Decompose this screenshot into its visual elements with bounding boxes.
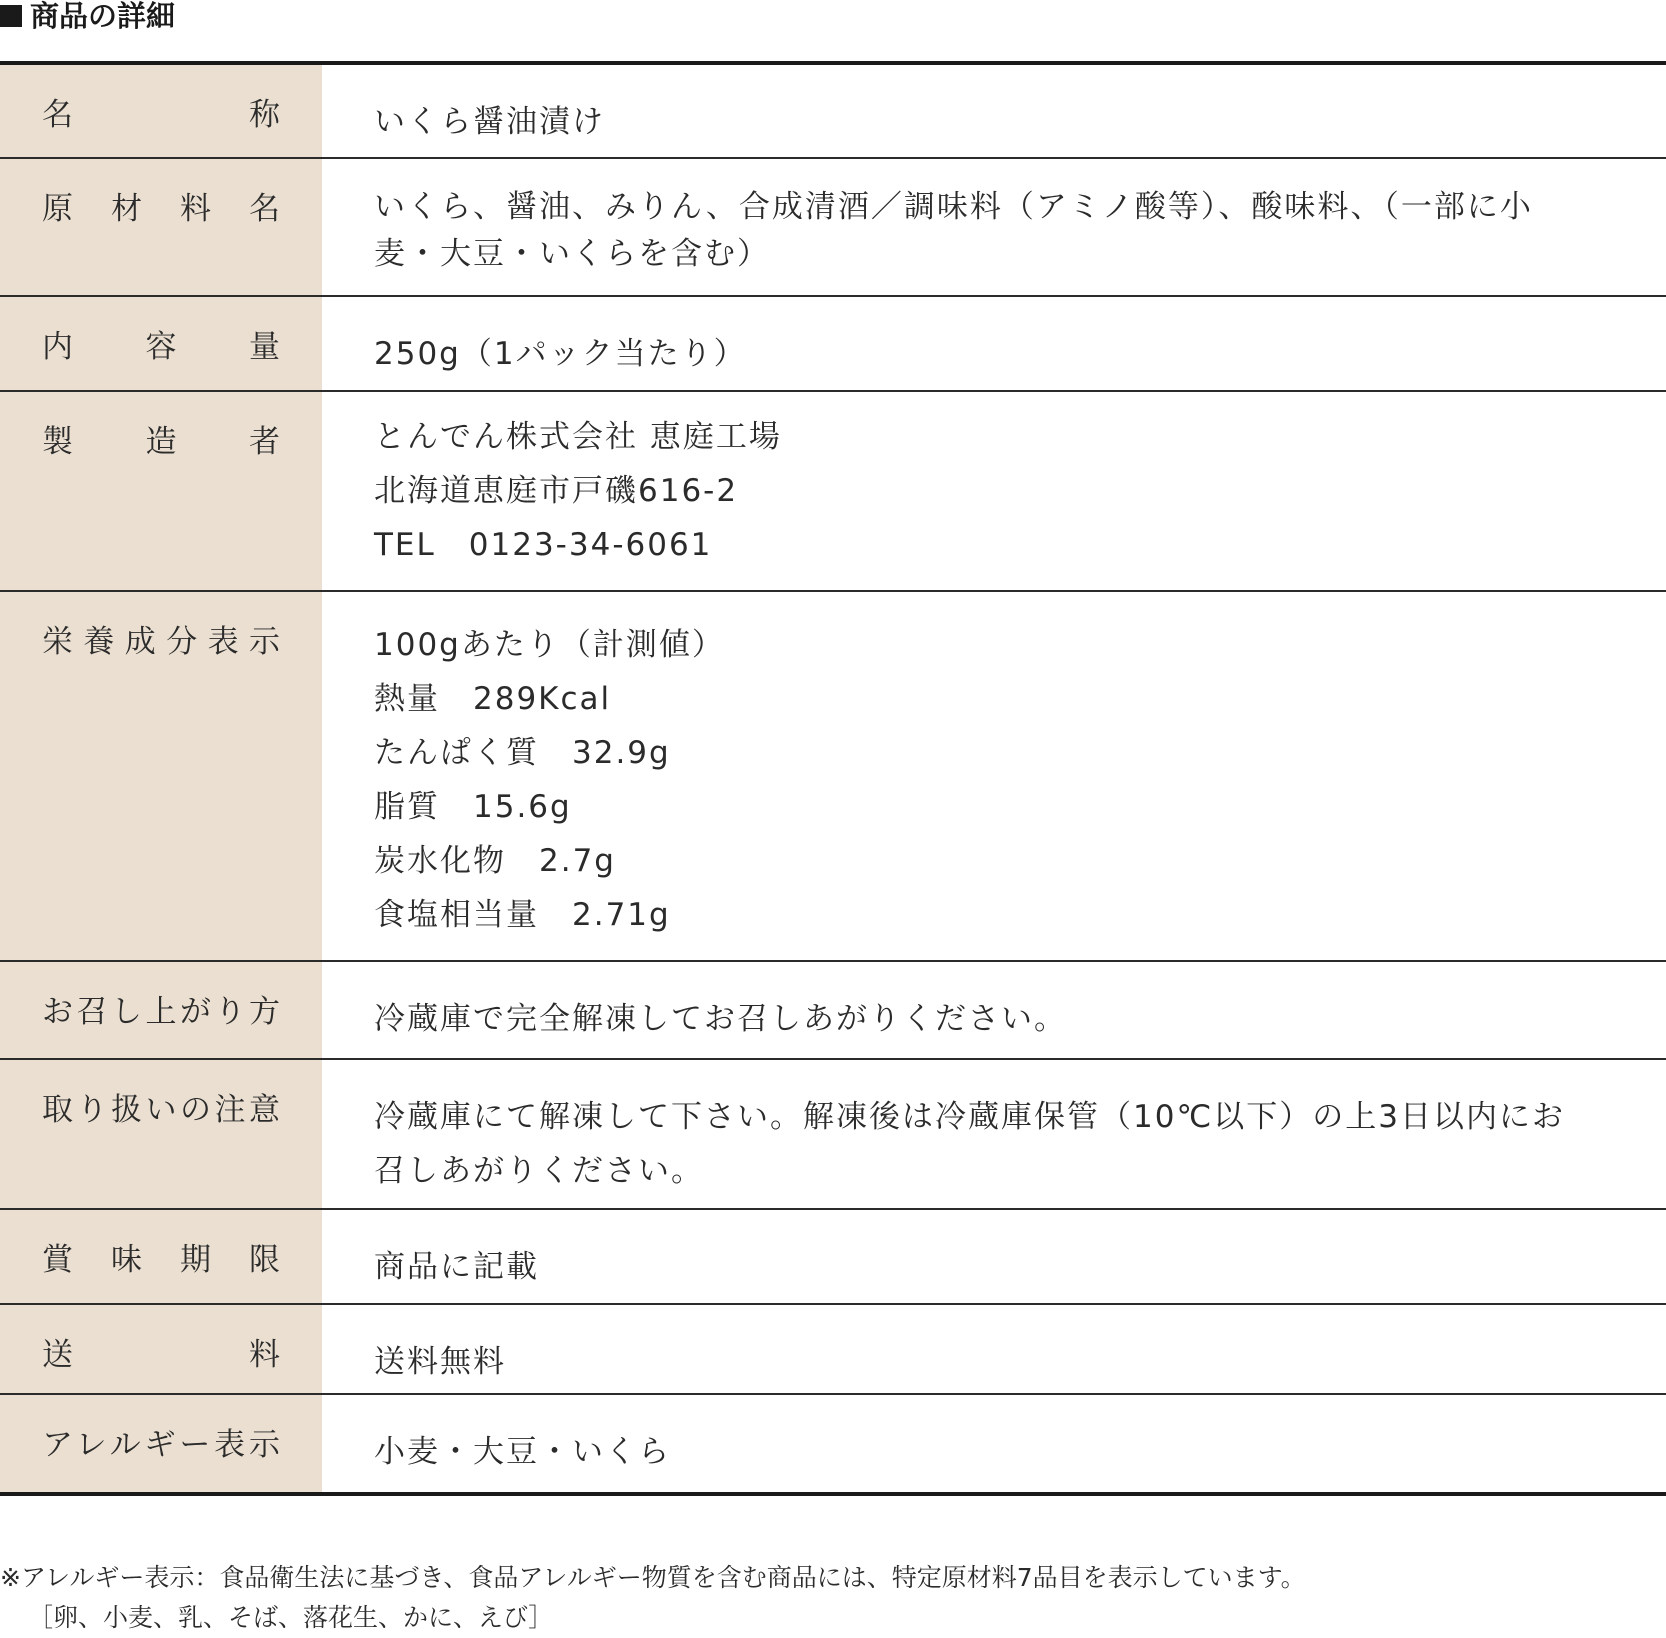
row-value: 冷蔵庫で完全解凍してお召しあがりください。 [374, 1001, 1067, 1037]
row-label: お召し上がり方 [0, 961, 322, 1059]
row-label: 賞味期限 [0, 1209, 322, 1304]
product-detail-table [0, 61, 1666, 1496]
footnote-allergen-list: ［卵、小麦、乳、そば、落花生、かに、えび］ [28, 1603, 554, 1632]
table-row-manufacturer [0, 391, 1666, 591]
section-heading [0, 0, 175, 36]
table-row-content-amount [0, 296, 1666, 391]
footnote-main: ※アレルギー表示：食品衛生法に基づき、食品アレルギー物質を含む商品には、特定原材料7品目を表示しています。 [0, 1563, 1306, 1592]
row-label: 名称 [0, 63, 322, 158]
allergy-footnote [0, 1558, 1306, 1638]
table-row-nutrition [0, 591, 1666, 961]
table-row-shipping [0, 1304, 1666, 1394]
row-label: 製造者 [0, 391, 322, 591]
table-row-how-to-eat [0, 961, 1666, 1059]
row-value: いくら、醤油、みりん、合成清酒／調味料（アミノ酸等）、酸味料、（一部に小麦・大豆・いくらを含む） [374, 189, 1533, 272]
row-value: 100gあたり（計測値） 熱量 289Kcal たんぱく質 32.9g 脂質 15.6g 炭水化物 2.7g 食塩相当量 2.71g [374, 627, 725, 933]
row-value: 送料無料 [374, 1344, 506, 1380]
row-value: とんでん株式会社 恵庭工場 北海道恵庭市戸磯616-2 TEL 0123-34-6061 [374, 419, 782, 563]
square-bullet-icon [0, 5, 22, 27]
row-label: 取り扱いの注意 [0, 1059, 322, 1209]
row-value: 冷蔵庫にて解凍して下さい。解凍後は冷蔵庫保管（10℃以下）の上3日以内にお召しあがりください。 [374, 1099, 1565, 1189]
table-row-name [0, 63, 1666, 158]
row-label: 送料 [0, 1304, 322, 1394]
row-value: いくら醤油漬け [374, 104, 605, 140]
row-value: 小麦・大豆・いくら [374, 1434, 671, 1470]
table-row-ingredients [0, 158, 1666, 296]
row-label: 原材料名 [0, 158, 322, 296]
table-row-handling [0, 1059, 1666, 1209]
section-title: 商品の詳細 [30, 0, 176, 33]
row-value: 250g（1パック当たり） [374, 336, 747, 372]
row-label: アレルギー表示 [0, 1394, 322, 1494]
table-row-allergy [0, 1394, 1666, 1494]
row-value: 商品に記載 [374, 1249, 539, 1285]
row-label: 内容量 [0, 296, 322, 391]
row-label: 栄養成分表示 [0, 591, 322, 961]
table-row-best-before [0, 1209, 1666, 1304]
